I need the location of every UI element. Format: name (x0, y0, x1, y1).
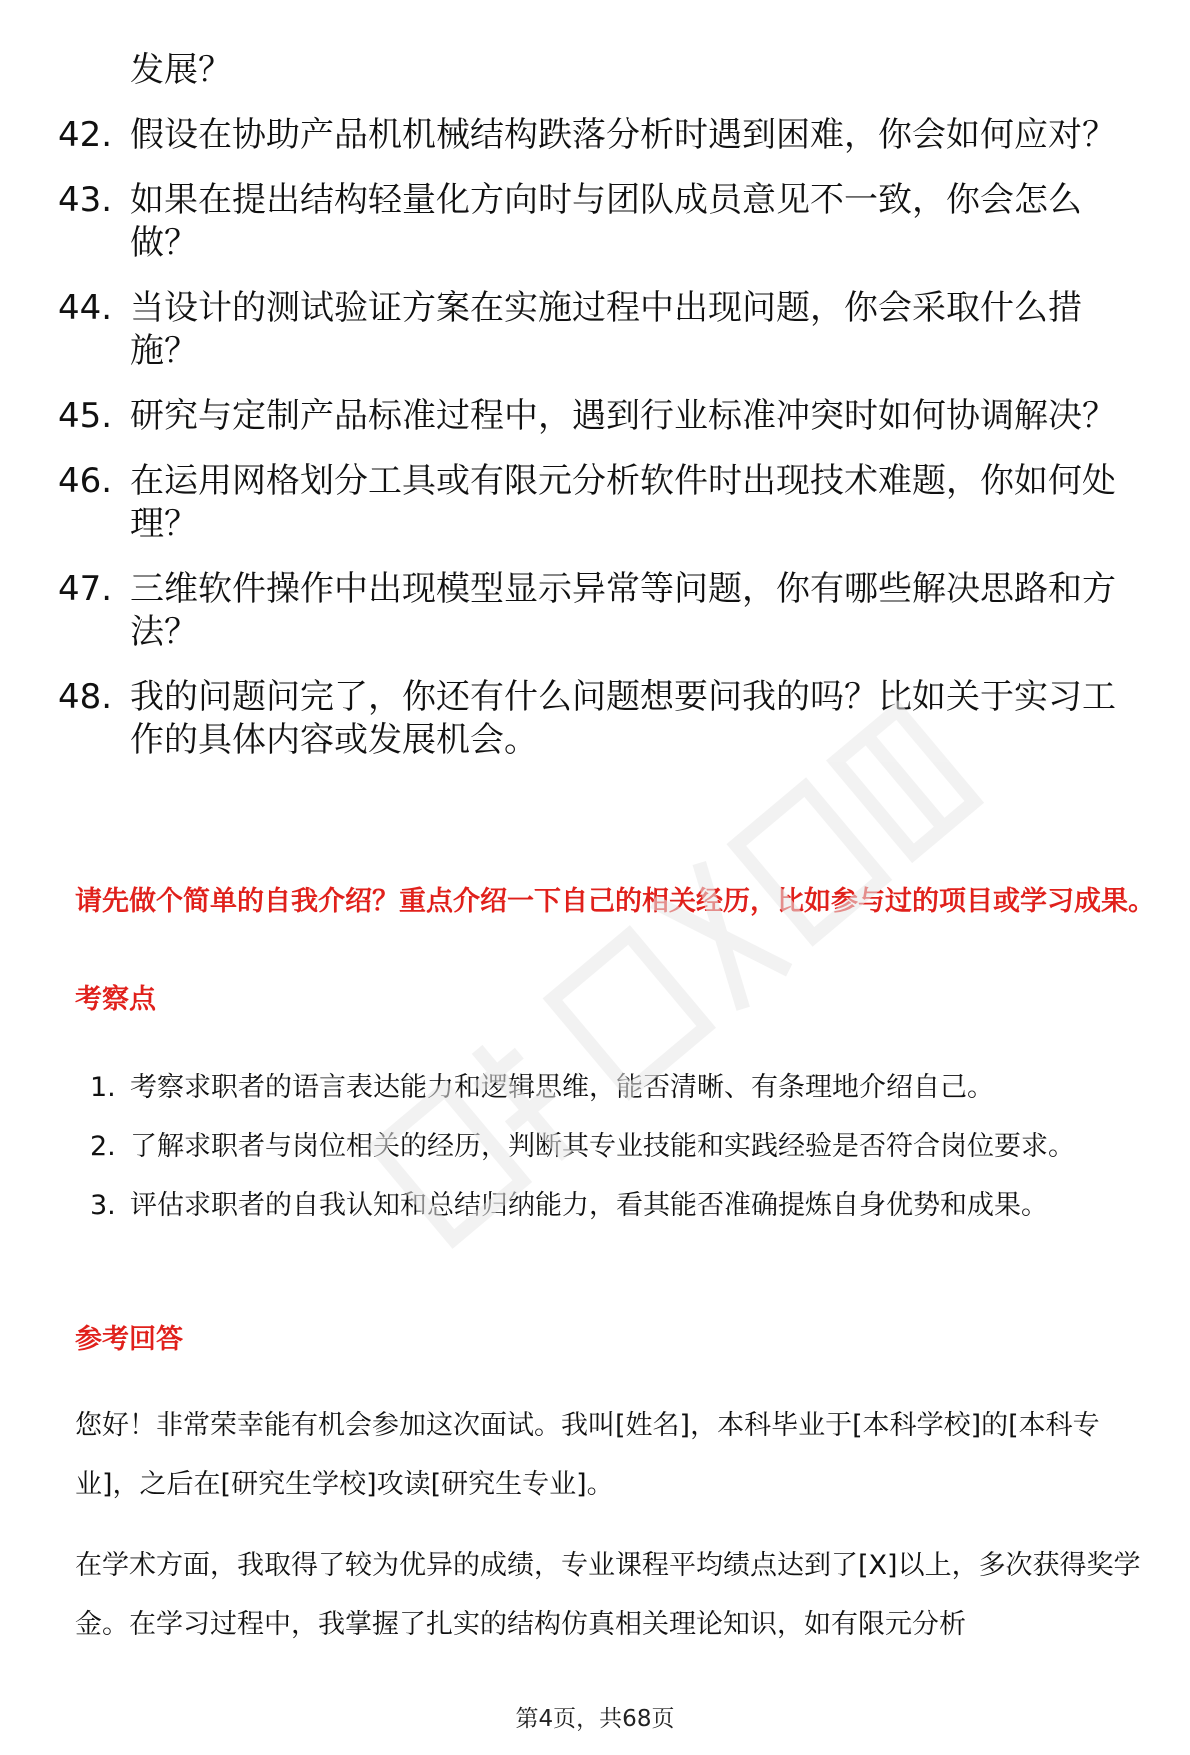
list-item (90, 1058, 1150, 1117)
question-41-continuation: 发展？ (130, 50, 232, 90)
assessment-points-label: 考察点 (75, 984, 156, 1015)
question-text: 三维软件操作中出现模型显示异常等问题，你有哪些解决思路和方法？ (130, 569, 1116, 652)
point-text: 评估求职者的自我认知和总结归纳能力，看其能否准确提炼自身优势和成果。 (130, 1190, 1048, 1221)
list-item (58, 114, 1148, 157)
list-item (90, 1176, 1150, 1235)
question-text: 当设计的测试验证方案在实施过程中出现问题，你会采取什么措施？ (130, 288, 1082, 371)
question-number: 44. (58, 288, 113, 328)
answer-paragraph: 您好！非常荣幸能有机会参加这次面试。我叫[姓名]，本科毕业于[本科学校]的[本科专业]，之后在[研究生学校]攻读[研究生专业]。 (75, 1410, 1100, 1500)
list-item (58, 676, 1148, 762)
point-number: 1. (90, 1072, 116, 1103)
point-number: 3. (90, 1190, 116, 1221)
assessment-points-list (90, 1058, 1150, 1235)
question-text: 假设在协助产品机机械结构跌落分析时遇到困难，你会如何应对？ (130, 115, 1116, 155)
list-item (58, 460, 1148, 546)
question-text: 我的问题问完了，你还有什么问题想要问我的吗？比如关于实习工作的具体内容或发展机会。 (130, 677, 1116, 760)
question-number: 43. (58, 180, 113, 220)
answer-paragraph: 在学术方面，我取得了较为优异的成绩，专业课程平均绩点达到了[X]以上，多次获得奖学金。在学习过程中，我掌握了扎实的结构仿真相关理论知识，如有限元分析 (75, 1550, 1141, 1640)
list-item (90, 1117, 1150, 1176)
interview-question-heading: 请先做个简单的自我介绍？重点介绍一下自己的相关经历，比如参与过的项目或学习成果。 (75, 886, 1155, 917)
question-text: 研究与定制产品标准过程中，遇到行业标准冲突时如何协调解决？ (130, 396, 1116, 436)
question-number: 46. (58, 461, 113, 501)
point-text: 了解求职者与岗位相关的经历，判断其专业技能和实践经验是否符合岗位要求。 (130, 1131, 1075, 1162)
list-item (58, 179, 1148, 265)
question-number: 47. (58, 569, 113, 609)
list-item (58, 287, 1148, 373)
point-number: 2. (90, 1131, 116, 1162)
question-text: 如果在提出结构轻量化方向时与团队成员意见不一致，你会怎么做？ (130, 180, 1082, 263)
question-number: 45. (58, 396, 113, 436)
reference-answer-label: 参考回答 (75, 1324, 183, 1355)
question-number: 42. (58, 115, 113, 155)
list-item (58, 568, 1148, 654)
list-item (58, 395, 1148, 438)
question-text: 在运用网格划分工具或有限元分析软件时出现技术难题，你如何处理？ (130, 461, 1116, 544)
point-text: 考察求职者的语言表达能力和逻辑思维，能否清晰、有条理地介绍自己。 (130, 1072, 994, 1103)
page-number-footer: 第4页，共68页 (515, 1706, 675, 1732)
question-list (58, 114, 1148, 784)
question-number: 48. (58, 677, 113, 717)
